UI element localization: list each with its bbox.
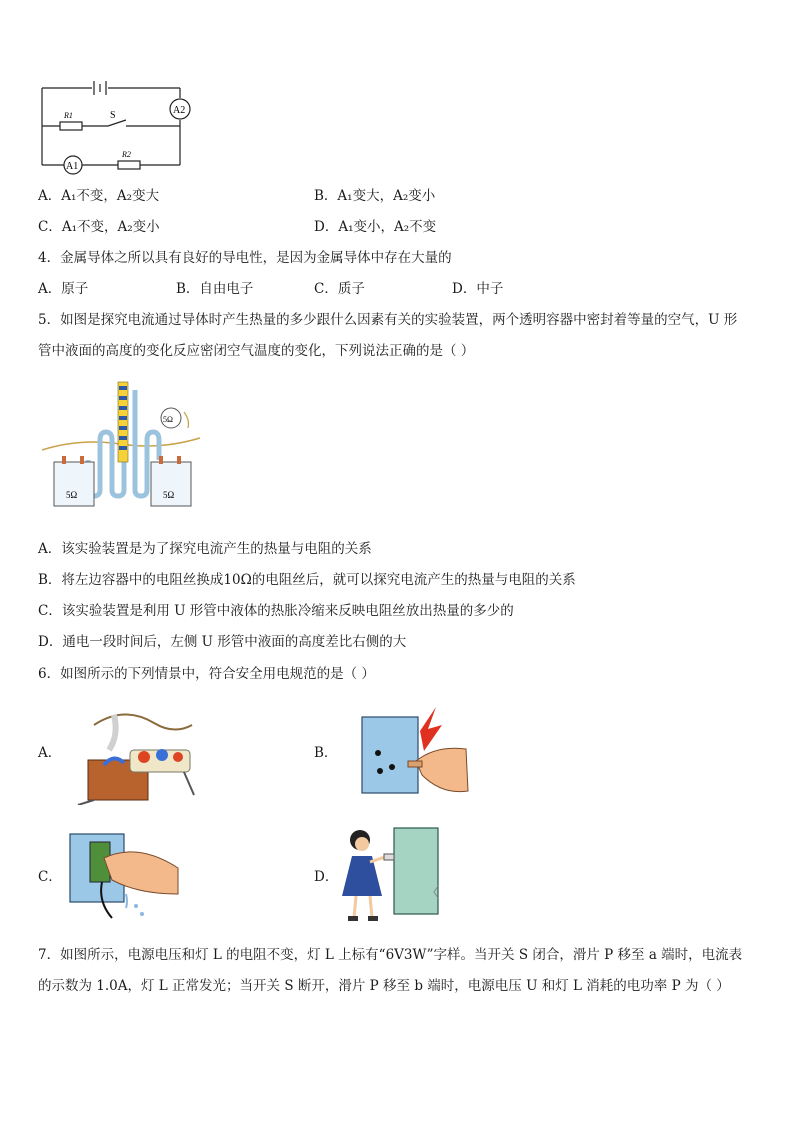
q5-option-c[interactable]: C．该实验装置是利用 U 形管中液体的热胀冷缩来反映电阻丝放出热量的多少的 <box>38 603 514 619</box>
q5-option-a[interactable]: A．该实验装置是为了探究电流产生的热量与电阻的关系 <box>38 541 372 557</box>
heat-experiment-figure <box>40 380 210 515</box>
q5-option-d[interactable]: D．通电一段时间后，左侧 U 形管中液面的高度差比右侧的大 <box>38 634 407 650</box>
q6-option-c-label[interactable]: C． <box>38 869 62 885</box>
q3-option-a[interactable]: A．A₁不变，A₂变大 <box>38 188 160 204</box>
switch-label: S <box>110 110 116 121</box>
q6-option-b-label[interactable]: B． <box>314 745 338 761</box>
a2-label: A2 <box>173 105 186 116</box>
q6-option-d-label[interactable]: D． <box>314 869 339 885</box>
q6-image-c-wet-hand-plug <box>68 828 180 920</box>
q7-stem-line1: 7．如图所示，电源电压和灯 L 的电阻不变，灯 L 上标有“6V3W”字样。当开关 S 闭合，滑片 P 移至 a 端时，电流表 <box>38 947 743 963</box>
q3-option-b[interactable]: B．A₁变大，A₂变小 <box>314 188 436 204</box>
q6-option-a-label[interactable]: A． <box>38 745 62 761</box>
a1-label: A1 <box>66 161 79 172</box>
q3-option-d[interactable]: D．A₁变小，A₂不变 <box>314 219 437 235</box>
r1-label: R1 <box>64 111 73 120</box>
q4-option-b[interactable]: B．自由电子 <box>176 281 254 297</box>
circuit-diagram <box>38 76 198 176</box>
q6-image-b-finger-in-socket <box>356 705 472 797</box>
q5-stem-line1: 5．如图是探究电流通过导体时产生热量的多少跟什么因素有关的实验装置，两个透明容器中密封着等量的空气，U 形 <box>38 312 738 328</box>
q6-image-a-overloaded-socket <box>74 705 200 805</box>
q5-option-b[interactable]: B．将左边容器中的电阻丝换成10Ω的电阻丝后，就可以探究电流产生的热量与电阻的关系 <box>38 572 576 588</box>
q4-stem: 4．金属导体之所以具有良好的导电性，是因为金属导体中存在大量的 <box>38 250 452 266</box>
q7-stem-line2: 的示数为 1.0A，灯 L 正常发光；当开关 S 断开，滑片 P 移至 b 端时，电源电压 U 和灯 L 消耗的电功率 P 为（ ） <box>38 978 730 994</box>
q3-option-c[interactable]: C．A₁不变，A₂变小 <box>38 219 160 235</box>
r2-label: R2 <box>122 150 131 159</box>
q4-option-a[interactable]: A．原子 <box>38 281 89 297</box>
fig-left-resistor: 5Ω <box>66 490 78 500</box>
fig-right-resistor: 5Ω <box>163 490 175 500</box>
q5-stem-line2: 管中液面的高度的变化反应密闭空气温度的变化，下列说法正确的是（ ） <box>38 343 475 359</box>
q6-image-d-girl-near-switch <box>342 826 442 924</box>
q6-stem: 6．如图所示的下列情景中，符合安全用电规范的是（ ） <box>38 666 375 682</box>
fig-top-resistor: 5Ω <box>163 415 173 424</box>
q4-option-c[interactable]: C．质子 <box>314 281 365 297</box>
q4-option-d[interactable]: D．中子 <box>452 281 504 297</box>
